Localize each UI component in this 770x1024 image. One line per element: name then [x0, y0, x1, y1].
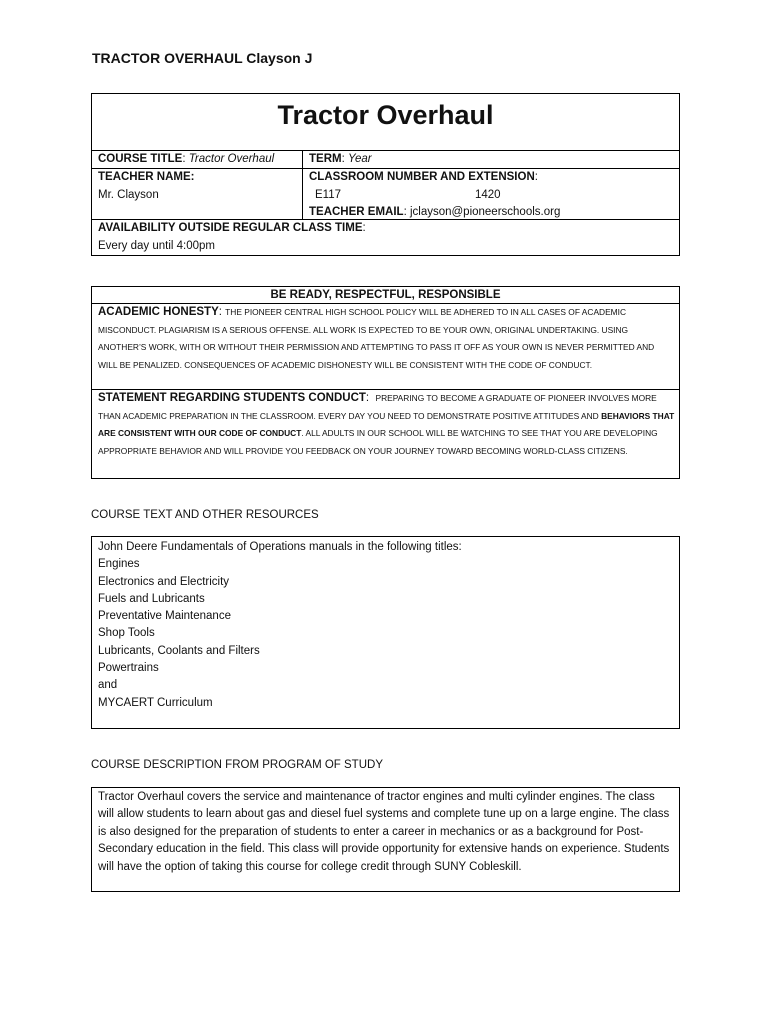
- resource-item: Lubricants, Coolants and Filters: [98, 644, 260, 657]
- course-info-row: [92, 151, 679, 220]
- resource-item: Engines: [98, 558, 140, 571]
- policy-box: [91, 286, 680, 479]
- resources-label: COURSE TEXT AND OTHER RESOURCES: [91, 509, 319, 521]
- teacher-email-label: TEACHER EMAIL: [309, 206, 404, 218]
- description-label: COURSE DESCRIPTION FROM PROGRAM OF STUDY: [91, 759, 383, 771]
- term-label: TERM: [309, 153, 342, 165]
- resource-item: John Deere Fundamentals of Operations manuals in the following titles:: [98, 541, 462, 553]
- teacher-email-value: jclayson@pioneerschools.org: [409, 206, 561, 218]
- course-title-heading: Tractor Overhaul: [92, 94, 679, 151]
- room-number: E117: [315, 188, 342, 201]
- teacher-name-label: TEACHER NAME:: [98, 171, 195, 183]
- resource-item: Shop Tools: [98, 627, 155, 640]
- academic-honesty-text: THE PIONEER CENTRAL HIGH SCHOOL POLICY WILL BE ADHERED TO IN ALL CASES OF ACADEMIC MISCONDUCT. PLAGIARISM IS A SERIOUS OFFENSE. ALL WORK IS EXPECTED TO BE YOUR OWN, ORIGINAL UNDERTAKING. USING ANOTHER’S WORK, WITH OR WITHOUT THEIR PERMISSION AND ATTEMPTING TO PASS IT OFF AS YOUR OWN IS NEVER PERMITTED AND WILL BE PENALIZED. CONSEQUENCES OF ACADEMIC DISHONESTY WILL BE CONSISTENT WITH THE CODE OF CONDUCT.: [98, 307, 655, 370]
- academic-honesty-section: ACADEMIC HONESTY: THE PIONEER CENTRAL HIGH SCHOOL POLICY WILL BE ADHERED TO IN ALL CASES OF ACADEMIC MISCONDUCT. PLAGIARISM IS A SERIOUS OFFENSE. ALL WORK IS EXPECTED TO BE YOUR OWN, ORIGINAL UNDERTAKING. USING ANOTHER’S WORK, WITH OR WITHOUT THEIR PERMISSION AND ATTEMPTING TO PASS IT OFF AS YOUR OWN IS NEVER PERMITTED AND WILL BE PENALIZED. CONSEQUENCES OF ACADEMIC DISHONESTY WILL BE CONSISTENT WITH THE CODE OF CONDUCT.: [92, 304, 679, 390]
- conduct-section: STATEMENT REGARDING STUDENTS CONDUCT: PREPARING TO BECOME A GRADUATE OF PIONEER INVOLVES MORE THAN ACADEMIC PREPARATION IN THE CLASSROOM. EVERY DAY YOU NEED TO DEMONSTRATE POSITIVE ATTITUDES AND BEHAVIORS THAT ARE CONSISTENT WITH OUR CODE OF CONDUCT. ALL ADULTS IN OUR SCHOOL WILL BE WATCHING TO SEE THAT YOU ARE DEVELOPING APPROPRIATE BEHAVIOR AND WILL PROVIDE YOU FEEDBACK ON YOUR JOURNEY TOWARD BECOMING WORLD-CLASS CITIZENS.: [98, 392, 675, 456]
- academic-honesty-label: ACADEMIC HONESTY: [98, 306, 219, 318]
- teacher-name-value: Mr. Clayson: [98, 188, 159, 201]
- course-title-label: COURSE TITLE: [98, 153, 183, 165]
- description-box: [91, 787, 680, 892]
- availability-value: Every day until 4:00pm: [98, 239, 215, 252]
- resource-item: and: [98, 679, 118, 692]
- term-value: Year: [347, 153, 372, 165]
- resources-box: [91, 536, 680, 729]
- policy-heading: BE READY, RESPECTFUL, RESPONSIBLE: [92, 287, 679, 304]
- course-info-box: [91, 93, 680, 256]
- term-line: TERM: Year: [303, 151, 679, 169]
- availability-label: AVAILABILITY OUTSIDE REGULAR CLASS TIME: [98, 222, 363, 234]
- conduct-label: STATEMENT REGARDING STUDENTS CONDUCT: [98, 392, 366, 404]
- conduct-text-2: . ALL ADULTS IN OUR SCHOOL WILL BE WATCHING TO SEE THAT YOU ARE DEVELOPING APPROPRIATE BEHAVIOR AND WILL PROVIDE YOU FEEDBACK ON YOUR JOURNEY TOWARD BECOMING WORLD-CLASS CITIZENS.: [98, 428, 658, 456]
- room-extension: 1420: [475, 188, 501, 201]
- resource-item: Fuels and Lubricants: [98, 592, 205, 605]
- course-info-right: [303, 151, 679, 219]
- resource-item: Powertrains: [98, 662, 159, 675]
- page-header: TRACTOR OVERHAUL Clayson J: [92, 50, 313, 66]
- resource-item: Preventative Maintenance: [98, 610, 231, 623]
- course-title-value: Tractor Overhaul: [188, 153, 275, 165]
- classroom-label: CLASSROOM NUMBER AND EXTENSION: [309, 171, 535, 183]
- resource-item: MYCAERT Curriculum: [98, 696, 213, 709]
- course-title-line: COURSE TITLE: Tractor Overhaul: [92, 151, 302, 169]
- course-info-left: [92, 151, 303, 219]
- availability-section: AVAILABILITY OUTSIDE REGULAR CLASS TIME: Every day until 4:00pm: [92, 220, 679, 255]
- conduct-text-bold: BEHAVIORS THAT ARE CONSISTENT WITH OUR CODE OF CONDUCT: [98, 410, 675, 438]
- teacher-email-line: TEACHER EMAIL: jclayson@pioneerschools.org: [309, 206, 561, 218]
- classroom-line: CLASSROOM NUMBER AND EXTENSION:: [309, 171, 538, 183]
- conduct-text-1: PREPARING TO BECOME A GRADUATE OF PIONEER INVOLVES MORE THAN ACADEMIC PREPARATION IN THE CLASSROOM. EVERY DAY YOU NEED TO DEMONSTRATE POSITIVE ATTITUDES AND: [98, 393, 657, 421]
- room-line: [309, 187, 679, 205]
- description-text: Tractor Overhaul covers the service and maintenance of tractor engines and multi cylinder engines. The class will allow students to learn about gas and diesel fuel systems and complete tune up on a large engine. The class is also designed for the preparation of students to enter a career in mechanics or as a background for Post-Secondary education in the field. This class will provide opportunity for extensive hands on experience. Students will have the option of taking this course for college credit through SUNY Cobleskill.: [98, 791, 670, 873]
- resource-item: Electronics and Electricity: [98, 575, 230, 588]
